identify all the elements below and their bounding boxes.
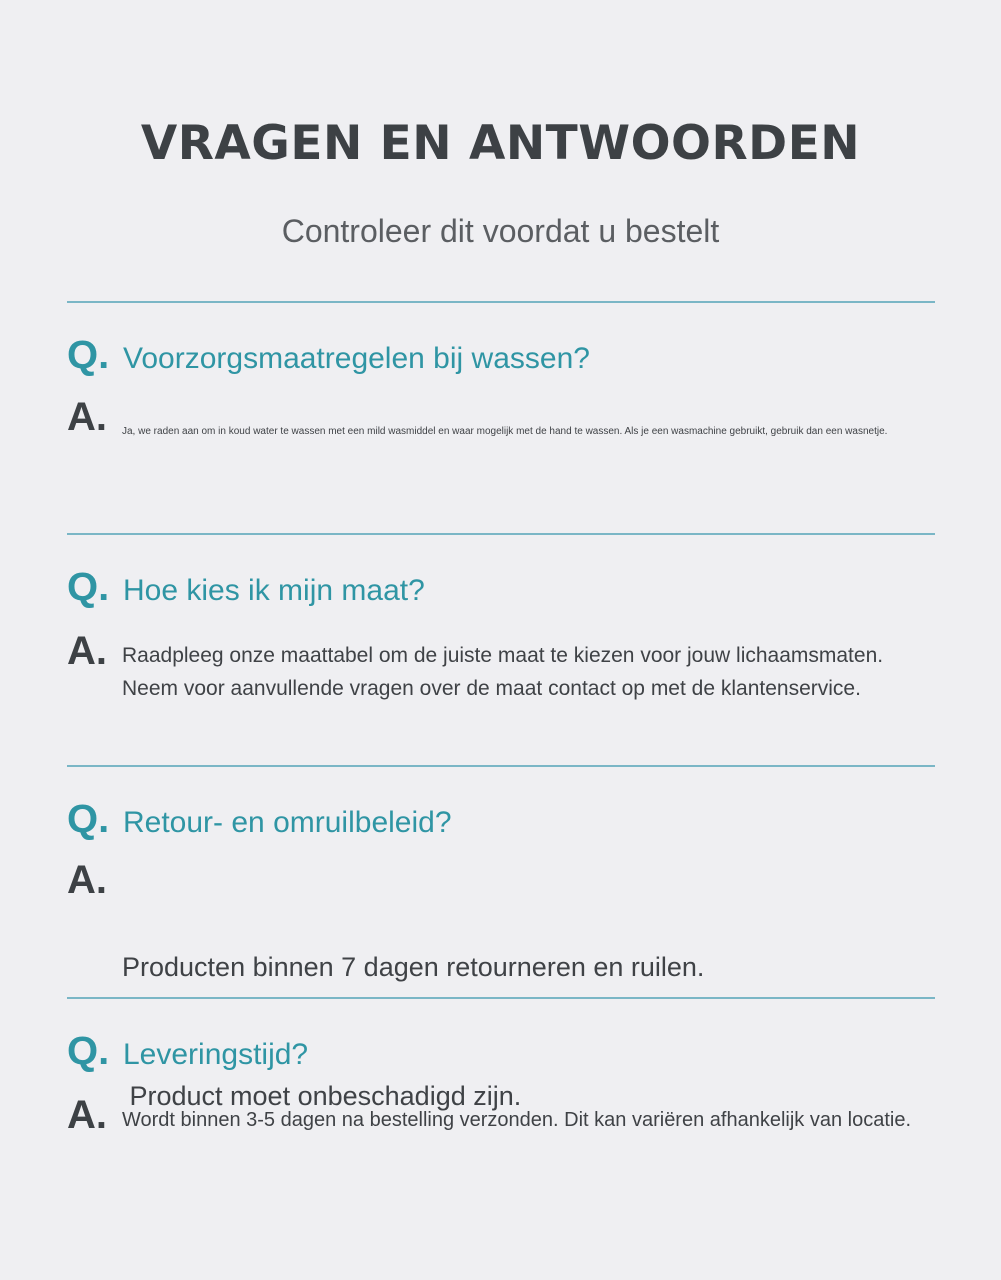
answer-text [122, 1095, 911, 1135]
question-mark: Q. [67, 565, 110, 609]
question-text: Hoe kies ik mijn maat? [123, 574, 425, 607]
answer-mark: A. [67, 395, 107, 439]
answer-line: Producten binnen 7 dagen retourneren en ruilen. [122, 952, 705, 982]
question-row [67, 797, 947, 841]
answer-row [67, 631, 883, 705]
answer-mark: A. [67, 1093, 107, 1137]
divider [67, 533, 935, 535]
answer-line: Neem voor aanvullende vragen over de maat contact op met de klantenservice. [122, 677, 861, 700]
question-row [67, 1029, 947, 1073]
answer-mark: A. [67, 858, 107, 902]
question-mark: Q. [67, 333, 110, 377]
page-title: VRAGEN EN ANTWOORDEN [140, 116, 861, 171]
faq-item-1 [67, 333, 947, 439]
divider [67, 301, 935, 303]
answer-mark: A. [67, 629, 107, 673]
answer-line: Product moet onbeschadigd zijn. [122, 1081, 522, 1111]
question-text: Retour- en omruilbeleid? [123, 806, 452, 839]
divider [67, 765, 935, 767]
page-subtitle: Controleer dit voordat u bestelt [281, 213, 720, 249]
question-row [67, 565, 947, 609]
answer-line: Wordt binnen 3-5 dagen na bestelling verzonden. Dit kan variëren afhankelijk van locatie. [122, 1109, 912, 1131]
question-text: Leveringstijd? [123, 1038, 309, 1071]
faq-item-2 [67, 565, 947, 700]
question-mark: Q. [67, 797, 110, 841]
divider [67, 997, 935, 999]
answer-text [122, 397, 887, 437]
answer-row [67, 1095, 911, 1135]
question-text: Voorzorgsmaatregelen bij wassen? [123, 342, 590, 375]
answer-line: Ja, we raden aan om in koud water te wassen met een mild wasmiddel en waar mogelijk met de hand te wassen. Als je een wasmachine gebruikt, gebruik dan een wasnetje. [122, 426, 888, 437]
question-mark: Q. [67, 1029, 110, 1073]
answer-text [122, 631, 883, 705]
question-row [67, 333, 947, 377]
answer-line: Raadpleeg onze maattabel om de juiste maat te kiezen voor jouw lichaamsmaten. [122, 644, 884, 667]
answer-row [67, 397, 887, 437]
